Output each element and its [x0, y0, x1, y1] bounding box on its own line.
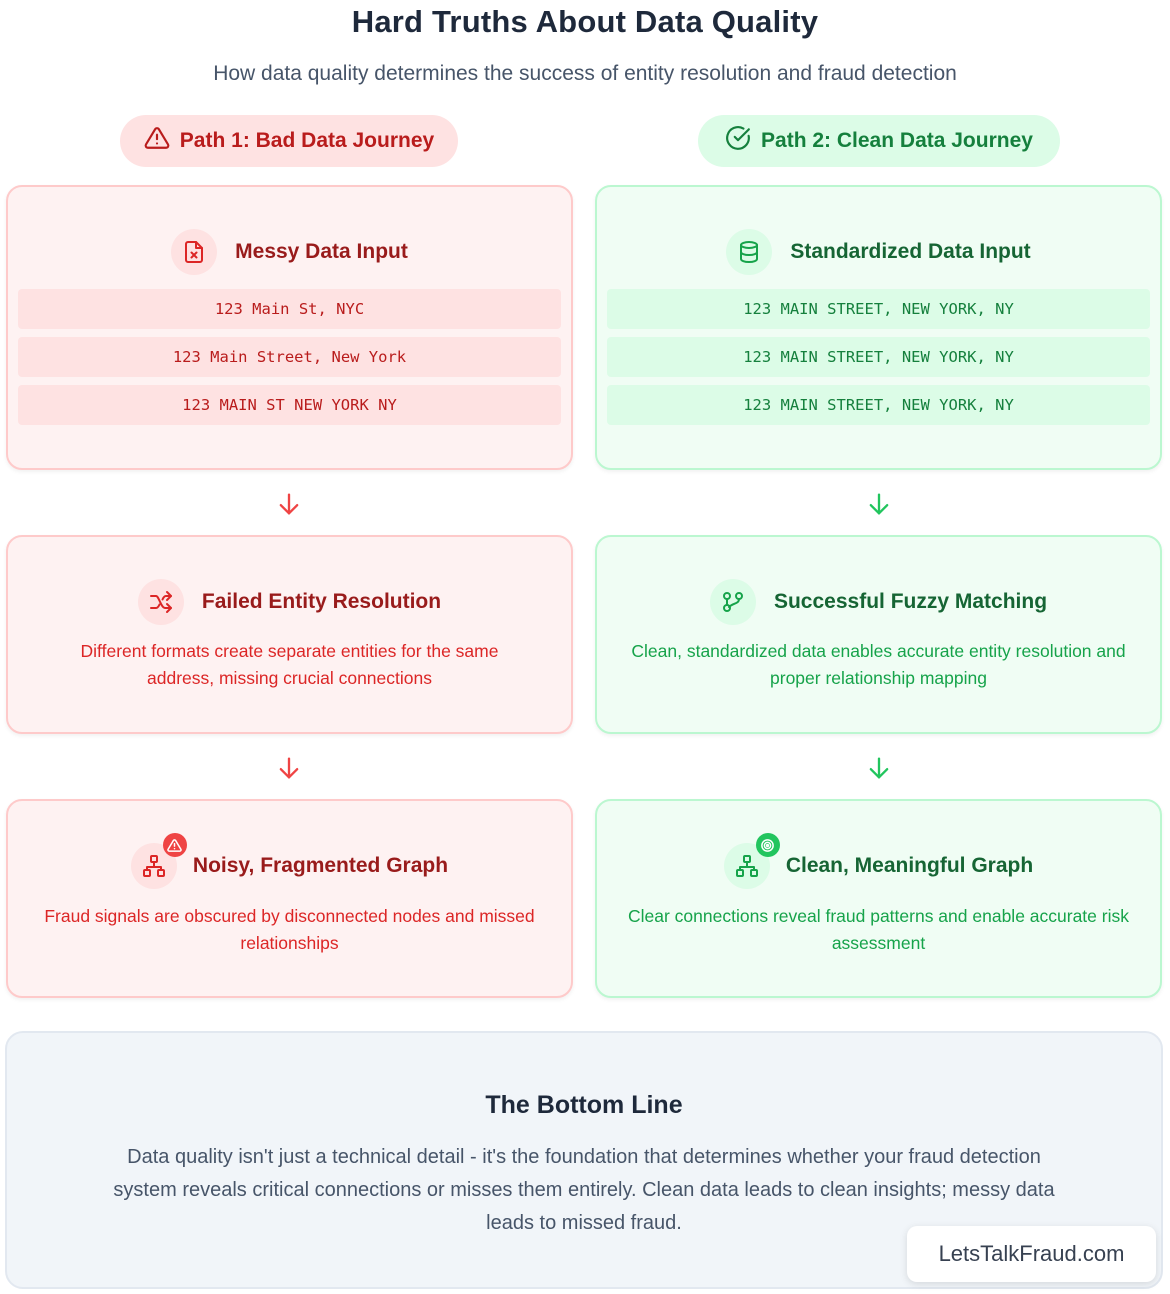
- noisy-graph-title: Noisy, Fragmented Graph: [192, 854, 449, 877]
- page-subtitle: How data quality determines the success of entity resolution and fraud detection: [213, 62, 957, 85]
- clean-graph-desc: Clear connections reveal fraud patterns and enable accurate risk assessment: [628, 906, 1129, 953]
- good-path-pill: [698, 115, 1060, 167]
- messy-address-3: 123 MAIN ST NEW YORK NY: [18, 385, 561, 425]
- target-badge-icon: [756, 833, 780, 857]
- failed-entity-resolution-card: [6, 535, 573, 734]
- network-icon: [724, 843, 770, 889]
- file-x-icon: [171, 229, 217, 275]
- arrow-down-icon: [865, 490, 893, 518]
- arrow-down-icon: [275, 490, 303, 518]
- arrow-down-icon: [275, 754, 303, 782]
- shuffle-icon: [138, 579, 184, 625]
- database-icon: [726, 229, 772, 275]
- fuzzy-matching-card: [595, 535, 1162, 734]
- noisy-graph-card: [6, 799, 573, 998]
- alert-badge-icon: [163, 833, 187, 857]
- standardized-data-input-card: [595, 185, 1162, 470]
- messy-address-1: 123 Main St, NYC: [18, 289, 561, 329]
- noisy-graph-desc: Fraud signals are obscured by disconnected nodes and missed relationships: [44, 906, 535, 953]
- fuzzy-matching-title: Successful Fuzzy Matching: [773, 590, 1048, 613]
- failed-entity-resolution-desc: Different formats create separate entities for the same address, missing crucial connections: [80, 641, 499, 688]
- site-link[interactable]: LetsTalkFraud.com: [907, 1226, 1156, 1282]
- failed-entity-resolution-title: Failed Entity Resolution: [201, 590, 442, 613]
- warning-triangle-icon: [144, 125, 170, 157]
- good-path-label: Path 2: Clean Data Journey: [761, 129, 1033, 152]
- standardized-data-input-title: Standardized Data Input: [790, 240, 1031, 263]
- bad-path-label: Path 1: Bad Data Journey: [179, 129, 435, 152]
- page-title: Hard Truths About Data Quality: [351, 4, 819, 39]
- bad-path-pill: [120, 115, 458, 167]
- clean-address-2: 123 MAIN STREET, NEW YORK, NY: [607, 337, 1150, 377]
- clean-graph-card: [595, 799, 1162, 998]
- network-icon: [131, 843, 177, 889]
- bottom-line-title: The Bottom Line: [485, 1091, 683, 1119]
- clean-address-3: 123 MAIN STREET, NEW YORK, NY: [607, 385, 1150, 425]
- messy-data-input-title: Messy Data Input: [235, 240, 408, 263]
- messy-address-2: 123 Main Street, New York: [18, 337, 561, 377]
- messy-data-input-card: [6, 185, 573, 470]
- git-merge-icon: [710, 579, 756, 625]
- clean-graph-title: Clean, Meaningful Graph: [785, 854, 1034, 877]
- fuzzy-matching-desc: Clean, standardized data enables accurate entity resolution and proper relationship mapping: [631, 641, 1126, 688]
- arrow-down-icon: [865, 754, 893, 782]
- bottom-line-text: Data quality isn't just a technical detail - it's the foundation that determines whether your fraud detection system reveals critical connections or misses them entirely. Clean data leads to clean insights; messy data leads to missed fraud.: [113, 1146, 1055, 1234]
- clean-address-1: 123 MAIN STREET, NEW YORK, NY: [607, 289, 1150, 329]
- check-circle-icon: [725, 125, 751, 157]
